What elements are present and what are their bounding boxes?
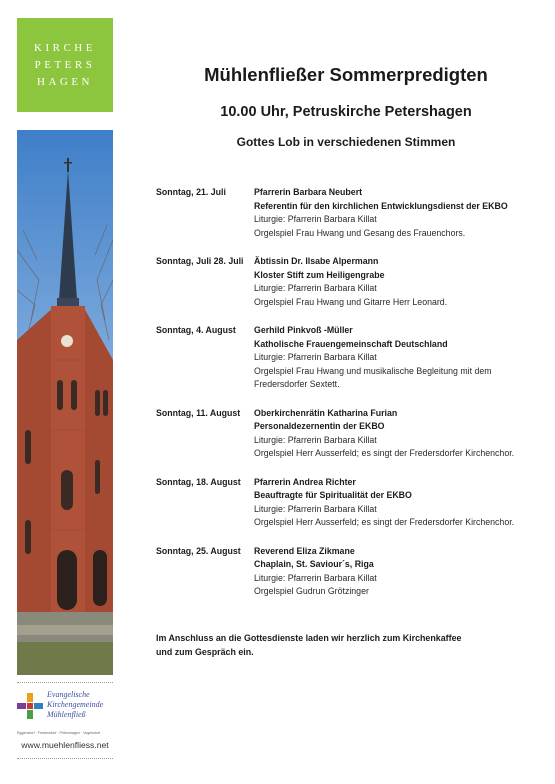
- sermon-date: Sonntag, 18. August: [156, 476, 241, 487]
- kirche-petershagen-logo: [17, 18, 113, 112]
- sermon-music: Orgelspiel Frau Hwang und musikalische Begleitung mit dem Fredersdorfer Sextett.: [254, 365, 492, 389]
- parish-places: Eggersdorf · Fredersdorf · Petershagen · Vogelsdorf: [17, 731, 101, 735]
- sermon-role: Kloster Stift zum Heiligengrabe: [254, 269, 385, 280]
- sermon-entry: [156, 186, 540, 240]
- sermon-music: Orgelspiel Herr Ausserfeld; es singt der Fredersdorfer Kirchenchor.: [254, 517, 515, 527]
- closing-line: und zum Gespräch ein.: [156, 647, 254, 657]
- sermon-entry: [156, 407, 540, 461]
- sermon-liturgy: Liturgie: Pfarrerin Barbara Killat: [254, 434, 377, 445]
- divider: [17, 758, 113, 759]
- sermon-liturgy: Liturgie: Pfarrerin Barbara Killat: [254, 283, 377, 293]
- sermon-music: Orgelspiel Gudrun Grötzinger: [254, 586, 369, 596]
- sermon-role: Referentin für den kirchlichen Entwicklungsdienst der EKBO: [254, 200, 508, 211]
- sermon-music: Orgelspiel Frau Hwang und Gitarre Herr Leonard.: [254, 296, 448, 307]
- page-title: Mühlenfließer Sommerpredigten: [204, 64, 488, 85]
- divider: [17, 682, 113, 683]
- sermon-liturgy: Liturgie: Pfarrerin Barbara Killat: [254, 503, 377, 514]
- sermon-entry: [156, 255, 540, 309]
- sermon-list: [156, 186, 540, 614]
- parish-name-line: Mühlenfließ: [47, 710, 86, 719]
- parish-name-line: Kirchengemeinde: [47, 700, 104, 709]
- website-link[interactable]: www.muehlenfliess.net: [21, 740, 109, 750]
- sermon-preacher: Äbtissin Dr. Ilsabe Alpermann: [254, 256, 379, 266]
- sidebar: [17, 18, 113, 768]
- sermon-preacher: Gerhild Pinkvoß -Müller: [254, 325, 353, 335]
- sermon-music: Orgelspiel Frau Hwang und Gesang des Frauenchors.: [254, 227, 466, 238]
- page-subtitle: 10.00 Uhr, Petruskirche Petershagen: [220, 104, 472, 120]
- sermon-date: Sonntag, 11. August: [156, 407, 241, 418]
- sermon-date: Sonntag, 25. August: [156, 545, 241, 556]
- closing-line: Im Anschluss an die Gottesdienste laden wir herzlich zum Kirchenkaffee: [156, 633, 462, 643]
- cross-icon: [17, 693, 43, 719]
- church-tower-illustration: [17, 130, 113, 675]
- logo-line: PETERS: [34, 58, 96, 71]
- sermon-liturgy: Liturgie: Pfarrerin Barbara Killat: [254, 572, 377, 583]
- sermon-entry: [156, 545, 540, 599]
- sermon-date: Sonntag, 21. Juli: [156, 187, 226, 197]
- closing-note: [156, 631, 540, 659]
- sermon-entry: [156, 324, 540, 392]
- sermon-date: Sonntag, 4. August: [156, 325, 236, 335]
- parish-name-line: Evangelische: [47, 690, 90, 699]
- logo-line: KIRCHE: [34, 41, 96, 54]
- sermon-role: Katholische Frauengemeinschaft Deutschland: [254, 338, 448, 349]
- sermon-preacher: Pfarrerin Andrea Richter: [254, 476, 356, 487]
- sermon-role: Personaldezernentin der EKBO: [254, 421, 385, 431]
- sermon-music: Orgelspiel Herr Ausserfeld; es singt der Fredersdorfer Kirchenchor.: [254, 448, 515, 458]
- sermon-preacher: Pfarrerin Barbara Neubert: [254, 187, 363, 197]
- tagline: Gottes Lob in verschiedenen Stimmen: [236, 135, 456, 149]
- sermon-role: Beauftragte für Spiritualität der EKBO: [254, 490, 412, 500]
- logo-line: HAGEN: [37, 75, 93, 88]
- sermon-preacher: Reverend Eliza Zikmane: [254, 545, 355, 556]
- sermon-preacher: Oberkirchenrätin Katharina Furian: [254, 407, 398, 418]
- sermon-entry: [156, 476, 540, 530]
- sermon-date: Sonntag, Juli 28. Juli: [156, 256, 244, 266]
- sermon-role: Chaplain, St. Saviour´s, Riga: [254, 559, 374, 569]
- parish-logo: [17, 690, 113, 726]
- sermon-liturgy: Liturgie: Pfarrerin Barbara Killat: [254, 214, 377, 224]
- church-photo: [17, 130, 113, 675]
- sermon-liturgy: Liturgie: Pfarrerin Barbara Killat: [254, 352, 377, 362]
